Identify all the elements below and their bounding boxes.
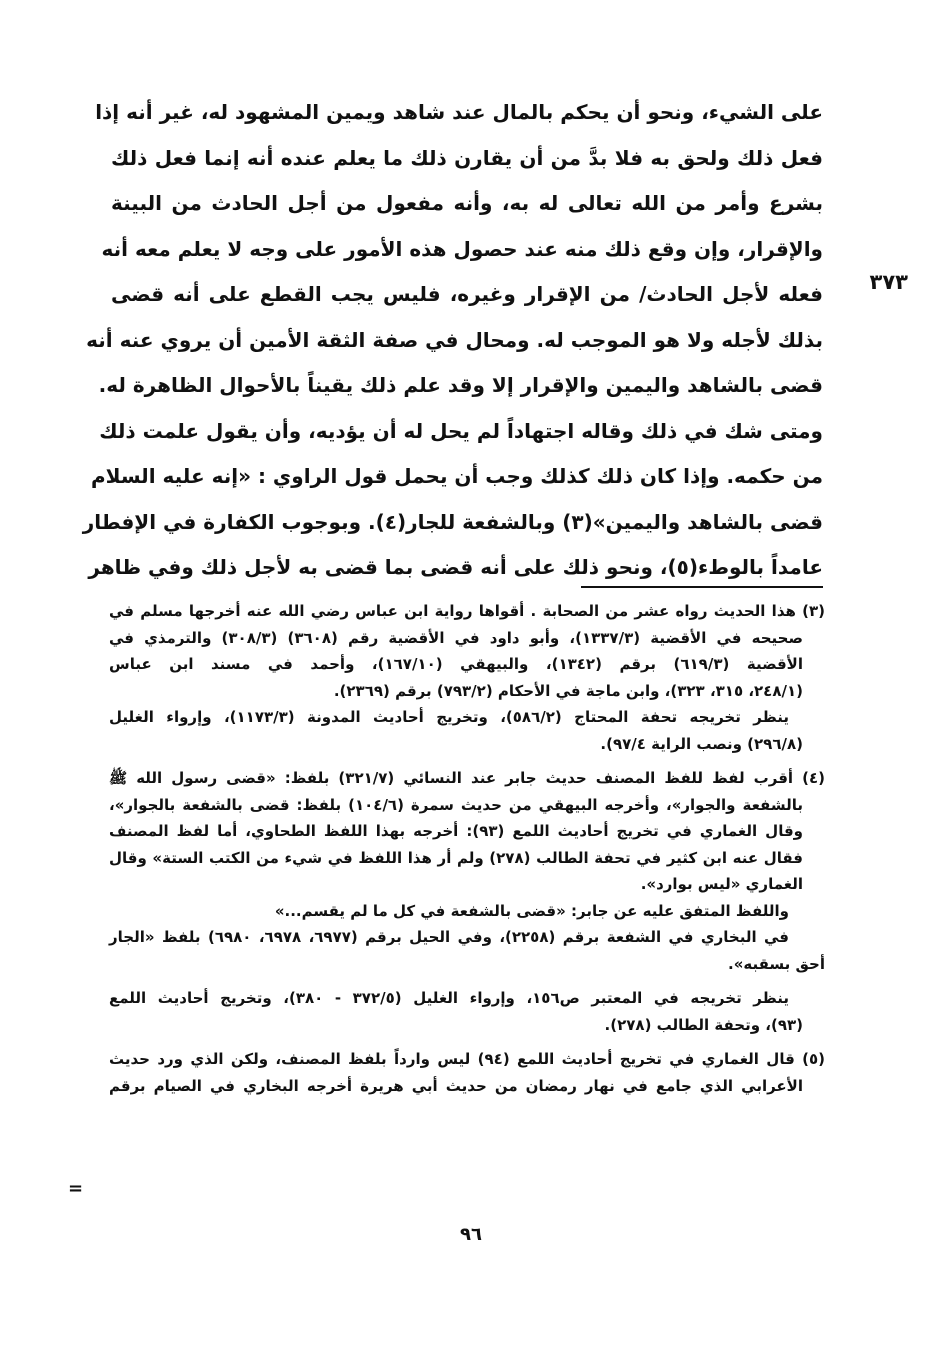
footnote-line: الغماري «ليس بوارد». (640, 875, 803, 893)
text-line: بشرع وأمر من الله تعالى له به، وأنه مفعول من أجل الحادث من البينة (111, 191, 823, 215)
footnote-5 (109, 1046, 825, 1099)
footnote-line: أحق بسقبه». (728, 954, 825, 973)
footnote-separator (581, 586, 823, 588)
text-line: قضى بالشاهد واليمين»(٣) وبالشفعة للجار(٤). وبوجوب الكفارة في الإفطار (82, 509, 823, 534)
text-line: فعل ذلك ولحق به فلا بدَّ من أن يقارن ذلك ما يعلم عنده أنه إنما فعل ذلك (111, 145, 823, 170)
margin-page-reference: ٣٧٣ (869, 270, 908, 294)
footnote-line: واللفظ المتفق عليه عن جابر: «قضى بالشفعة في كل ما لم يقسم...» (274, 901, 789, 920)
main-text (82, 90, 823, 591)
footnote-line: (٢٤٨/١، ٣١٥، ٣٢٣)، وابن ماجة في الأحكام (٧٩٣/٢) برقم (٢٣٦٩). (333, 681, 803, 700)
footnote-3 (109, 598, 825, 757)
text-line: على الشيء، ونحو أن يحكم بالمال عند شاهد ويمين المشهود له، غير أنه إذا (95, 100, 823, 124)
footnote-4 (109, 765, 825, 1038)
footnote-line: (٤) أقرب لفظ للفظ المصنف حديث جابر عند النسائي (٣٢١/٧) بلفظ: «قضى رسول الله ﷺ (109, 769, 826, 787)
page-number: ٩٦ (460, 1224, 482, 1245)
text-line: عامداً بالوطء(٥)، ونحو ذلك على أنه قضى بما قضى به لأجل ذلك وفي ظاهر (88, 555, 823, 579)
text-line: من حكمه. وإذا كان ذلك كذلك وجب أن يحمل قول الراوي : «إنه عليه السلام (90, 464, 823, 488)
footnote-line: وقال الغماري في تخريج أحاديث اللمع (٩٣): أخرجه بهذا اللفظ الطحاوي، أما لفظ المصنف (109, 822, 803, 840)
text-line: فعله لأجل الحادث/ من الإقرار وغيره، فليس يجب القطع على أنه قضى (111, 282, 823, 306)
footnote-line: الأعرابي الذي جامع في نهار رمضان من حديث أبي هريرة أخرجه البخاري في الصيام برقم (109, 1076, 803, 1095)
footnote-line: بالشفعة والجوار»، وأخرجه البيهقي من حديث سمرة (١٠٤/٦) بلفظ: قضى بالشفعة بالجوار»، (109, 795, 803, 814)
footnotes (109, 598, 825, 1099)
text-line: قضى بالشاهد واليمين والإقرار إلا وقد علم ذلك يقيناً بالأحوال الظاهرة له. (98, 373, 823, 397)
footnote-line: (٢٩٦/٨) ونصب الراية ٩٧/٤). (600, 734, 803, 753)
footnote-line: (٥) قال الغماري في تخريج أحاديث اللمع (٩٤) ليس وارداً بلفظ المصنف، ولكن الذي ورد حديث (109, 1050, 825, 1068)
footnote-line: الأقضية (٦١٩/٣) برقم (١٣٤٢)، والبيهقي (١٦٧/١٠)، وأحمد في مسند ابن عباس (109, 655, 803, 673)
footnote-line: فقال عنه ابن كثير في تحفة الطالب (٢٧٨) ولم أر هذا اللفظ في شيء من الكتب الستة» وقال (109, 848, 804, 867)
text-line: بذلك لأجله ولا هو الموجب له. ومحال في صفة الثقة الأمين أن يروي عنه أنه (86, 327, 823, 352)
footnote-line: (٣) هذا الحديث رواه عشر من الصحابة . أقواها رواية ابن عباس رضي الله عنه أخرجها مسلم في (109, 602, 825, 620)
footnote-line: في البخاري في الشفعة برقم (٢٢٥٨)، وفي الحيل برقم (٦٩٧٧، ٦٩٧٨، ٦٩٨٠) بلفظ «الجار (109, 928, 790, 946)
footnote-line: (٩٣)، وتحفة الطالب (٢٧٨). (604, 1015, 803, 1034)
continuation-mark: = (68, 1178, 84, 1199)
footnote-line: ينظر تخريجه في المعتبر ص١٥٦، وإرواء الغليل (٣٧٢/٥ - ٣٨٠)، وتخريج أحاديث اللمع (109, 989, 789, 1007)
text-line: والإقرار، وإن وقع ذلك منه عند حصول هذه الأمور على وجه لا يعلم معه أنه (101, 236, 823, 261)
text-line: ومتى شك في ذلك وقاله اجتهاداً لم يحل له أن يؤديه، وأن يقول علمت ذلك (99, 418, 823, 443)
footnote-line: صحيحه في الأقضية (١٣٣٧/٣)، وأبو داود في الأقضية رقم (٣٦٠٨) (٣٠٨/٣) والترمذي في (109, 628, 803, 647)
footnote-line: ينظر تخريجه تحفة المحتاج (٥٨٦/٢)، وتخريج أحاديث المدونة (١١٧٣/٣)، وإرواء الغليل (109, 708, 789, 726)
